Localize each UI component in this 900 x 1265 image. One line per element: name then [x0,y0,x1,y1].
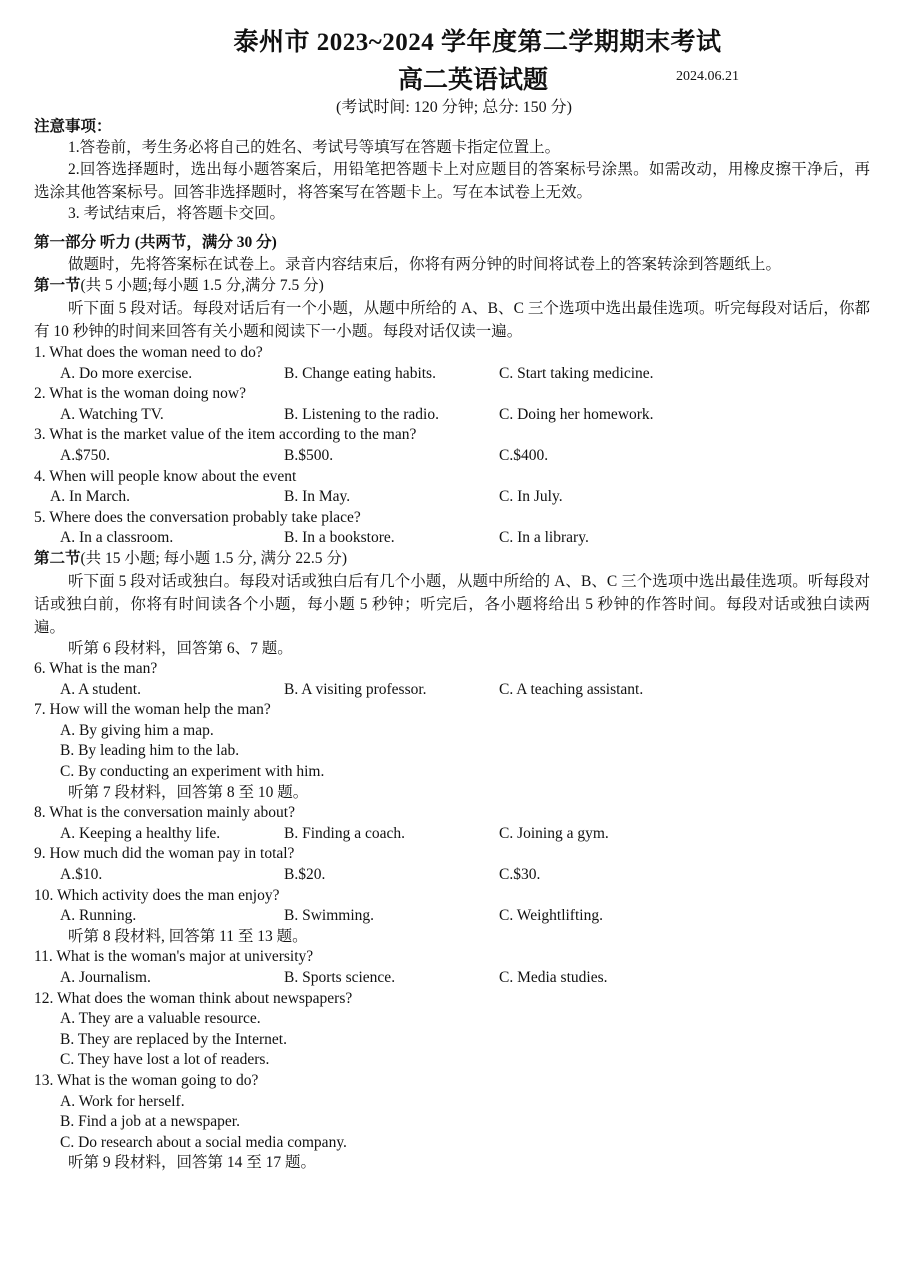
option-a: A.$10. [60,866,103,884]
option-b: B.$500. [284,446,334,464]
options-6 [34,680,870,701]
material-9-note: 听第 9 段材料，回答第 14 至 17 题。 [68,1154,317,1172]
option-a: A. Journalism. [60,969,151,986]
part1-heading: 第一部分 听力 (共两节，满分 30 分) [34,233,277,251]
options-3 [34,446,870,467]
note-item [34,158,870,204]
option-c: C. Media studies. [499,969,608,986]
question-11: 11. What is the woman's major at university? [34,948,314,966]
question-4: 4. When will people know about the event [34,467,297,485]
section1-scoring: (共 5 小题;每小题 1.5 分,满分 7.5 分) [80,277,324,295]
option-b: B. They are replaced by the Internet. [60,1030,287,1048]
question-1: 1. What does the woman need to do? [34,343,263,361]
option-b: B. Sports science. [284,969,396,986]
options-5 [34,528,870,549]
exam-date: 2024.06.21 [676,69,739,84]
option-c: C. Joining a gym. [499,824,609,842]
exam-content [34,117,870,1174]
options-4 [34,487,870,508]
section1-title: 第一节 [34,277,81,295]
option-b: B. In May. [284,488,351,506]
option-c: C. Do research about a social media company. [60,1133,347,1151]
exam-title: 泰州市 2023~2024 学年度第二学期期末考试 [233,29,722,56]
question-6: 6. What is the man? [34,660,158,678]
option-a: A. They are a valuable resource. [60,1010,261,1028]
options-11 [34,968,870,989]
option-b: B. In a bookstore. [284,529,395,547]
options-8 [34,824,870,845]
question-13: 13. What is the woman going to do? [34,1071,259,1089]
option-b: B. Change eating habits. [284,364,436,382]
note-item: 1.答卷前，考生务必将自己的姓名、考试号等填写在答题卡指定位置上。 [68,138,561,156]
option-c: C.$30. [499,866,541,884]
option-b: B. Swimming. [284,907,375,925]
option-c: C. Doing her homework. [499,405,654,423]
option-a: A. In March. [50,488,131,506]
question-8: 8. What is the conversation mainly about? [34,804,295,822]
part1-intro: 做题时，先将答案标在试卷上。录音内容结束后，你将有两分钟的时间将试卷上的答案转涂到答题纸上。 [68,256,782,274]
note-item-text: 2.回答选择题时，选出每小题答案后，用铅笔把答题卡上对应题目的答案标号涂黑。如需改动，用橡皮擦干净后，再选涂其他答案标号。回答非选择题时，将答案写在答题卡上。写在本试卷上无效。 [34,161,870,202]
option-b: B.$20. [284,866,326,884]
option-c: C. In a library. [499,529,589,547]
options-9 [34,865,870,886]
option-b: B. A visiting professor. [284,680,427,698]
material-6-note: 听第 6 段材料，回答第 6、7 题。 [68,639,293,657]
question-5: 5. Where does the conversation probably take place? [34,508,361,526]
option-c: C. By conducting an experiment with him. [60,763,325,781]
question-12: 12. What does the woman think about newspapers? [34,989,353,1007]
question-7: 7. How will the woman help the man? [34,701,271,719]
question-10: 10. Which activity does the man enjoy? [34,886,280,904]
section1-intro: 听下面 5 段对话。每段对话后有一个小题，从题中所给的 A、B、C 三个选项中选出最佳选项。听完每段对话后，你都有 10 秒钟的时间来回答有关小题和阅读下一小题。每段对话仅读一遍。 [34,299,870,340]
question-3: 3. What is the market value of the item according to the man? [34,426,417,444]
option-c: C.$400. [499,446,549,464]
option-c: C. They have lost a lot of readers. [60,1051,270,1069]
option-a: A. A student. [60,680,141,698]
note-item: 3. 考试结束后，将答题卡交回。 [68,205,286,223]
option-b: B. Find a job at a newspaper. [60,1113,240,1131]
option-a: A. Do more exercise. [60,364,193,382]
option-c: C. In July. [499,488,563,506]
exam-subtitle: 高二英语试题 [398,67,549,94]
material-7-note: 听第 7 段材料，回答第 8 至 10 题。 [68,783,309,801]
options-1 [34,364,870,385]
question-2: 2. What is the woman doing now? [34,385,246,403]
material-8-note: 听第 8 段材料, 回答第 11 至 13 题。 [68,927,308,945]
section2-scoring: (共 15 小题; 每小题 1.5 分, 满分 22.5 分) [80,549,348,567]
section2-intro: 听下面 5 段对话或独白。每段对话或独白后有几个小题，从题中所给的 A、B、C 三个选项中选出最佳选项。听每段对话或独白前，你将有时间读各个小题，每小题 5 秒钟；听完后，各小题将给出 5 秒钟的作答时间。每段对话或独白读两遍。 [34,572,870,636]
option-c: C. Weightlifting. [499,907,603,925]
option-c: C. A teaching assistant. [499,680,644,698]
section1-heading [34,276,870,297]
question-9: 9. How much did the woman pay in total? [34,845,295,863]
exam-info: (考试时间: 120 分钟; 总分: 150 分) [336,99,572,116]
option-b: B. Listening to the radio. [284,405,439,423]
option-a: A. Running. [60,907,137,925]
option-a: A. Watching TV. [60,405,164,423]
notes-heading: 注意事项： [34,118,112,135]
option-c: C. Start taking medicine. [499,364,654,382]
option-a: A. Keeping a healthy life. [60,824,221,842]
option-a: A. In a classroom. [60,529,174,547]
section2-heading [34,549,870,570]
option-a: A. By giving him a map. [60,721,214,739]
section2-title: 第二节 [34,549,81,567]
option-a: A. Work for herself. [60,1092,185,1110]
options-10 [34,906,870,927]
option-a: A.$750. [60,446,110,464]
options-2 [34,405,870,426]
option-b: B. By leading him to the lab. [60,742,240,760]
option-b: B. Finding a coach. [284,824,405,842]
